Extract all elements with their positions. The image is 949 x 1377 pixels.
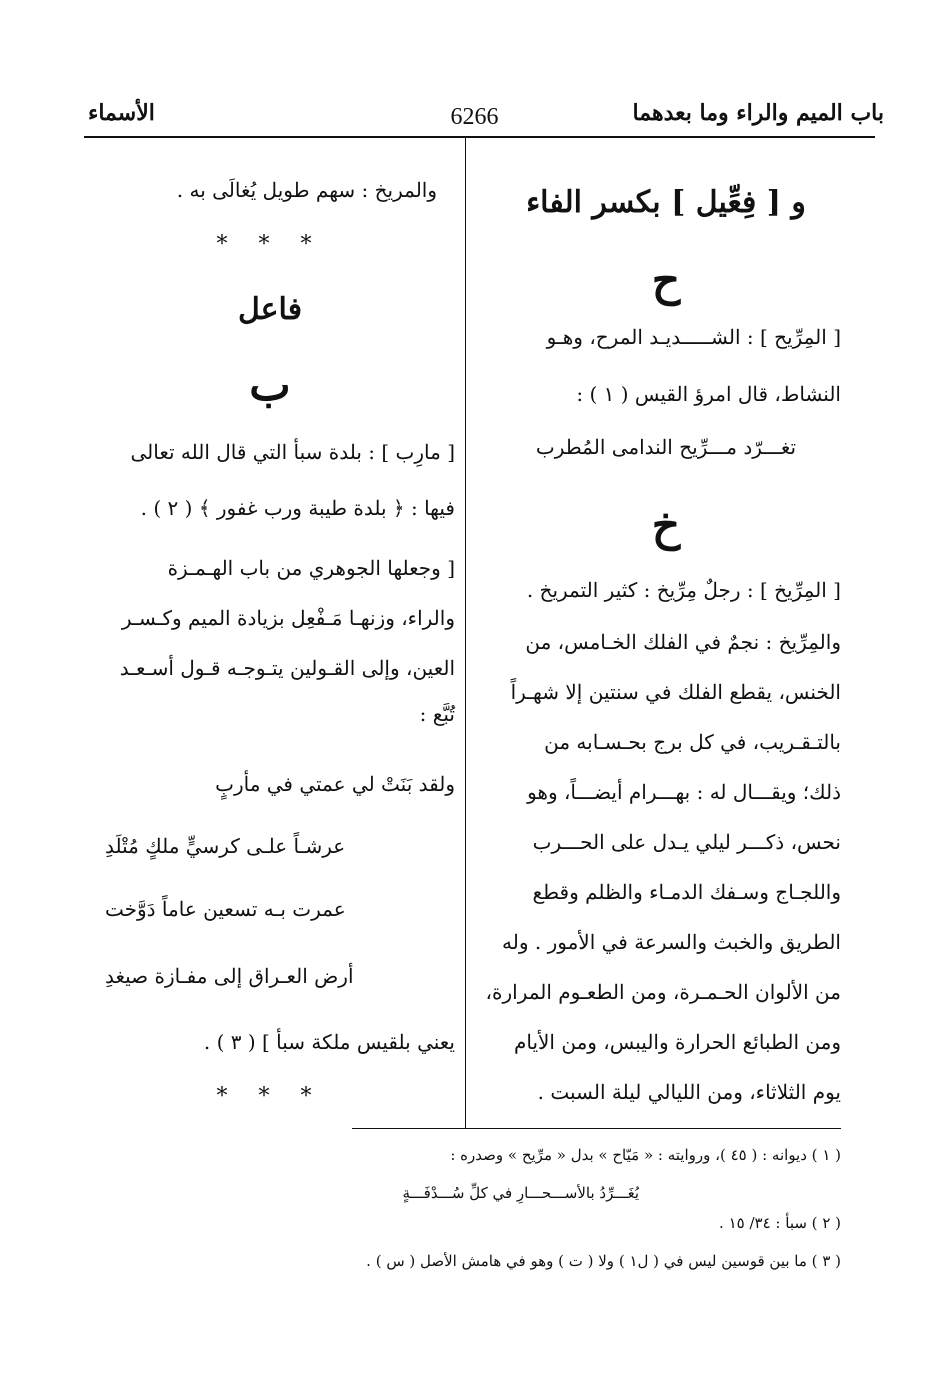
entry-line: يوم الثلاثاء، ومن الليالي ليلة السبت . — [537, 1080, 841, 1104]
header-rule — [84, 136, 875, 138]
verse-line: عرشـاً علـى كرسيٍّ ملكٍ مُتْلَدِ — [105, 834, 346, 858]
entry-line: والمريخ : سهم طويل يُغالَى به . — [176, 178, 437, 202]
footnote-3: ( ٣ ) ما بين قوسين ليس في ( ل١ ) ولا ( ت ) وهو في هامش الأصل ( س ) . — [366, 1252, 841, 1270]
entry-line: [ مارِب ] : بلدة سبأ التي قال الله تعالى — [130, 440, 455, 464]
entry-line: الخنس، يقطع الفلك في سنتين إلا شهـراً — [510, 680, 841, 704]
section-separator: * * * — [216, 1084, 324, 1109]
entry-line: [ المِرِّيح ] : الشـــــديـد المرح، وهـو — [546, 325, 841, 349]
entry-line: والراء، وزنهـا مَـفْعِل بزيادة الميم وكـسـر — [121, 606, 455, 630]
footnote-rule — [352, 1128, 841, 1129]
section-title: و [ فِعِّيل ] بكسر الفاء — [526, 185, 806, 220]
running-header-chapter: باب الميم والراء وما بعدهما — [632, 100, 884, 126]
section-separator: * * * — [216, 232, 324, 257]
footnote-2: ( ٢ ) سبأ : ٣٤/ ١٥ . — [719, 1214, 841, 1232]
footnote-1-verse: يُغَـــرِّدُ بالأســـحـــارِ في كلِّ سُـــدْفَـــةٍ — [402, 1184, 639, 1202]
verse-line: ولقد بَنَتْ لي عمتي في مأربٍ — [215, 772, 455, 796]
entry-line: ومن الطبائع الحرارة واليبس، ومن الأيام — [513, 1030, 841, 1054]
footnote-1: ( ١ ) ديوانه : ( ٤٥ )، وروايته : « مَيّاح » بدل « مرِّيح » وصدره : — [450, 1146, 841, 1164]
page-number: 6266 — [450, 104, 499, 130]
entry-line: العين، وإلى القـولين يتـوجـه قـول أسـعـد — [119, 656, 455, 680]
entry-line: تُبَّع : — [419, 702, 455, 726]
section-title: فاعل — [237, 292, 303, 327]
entry-line: النشاط، قال امرؤ القيس ( ١ ) : — [576, 382, 841, 406]
entry-line: فيها : ﴿ بلدة طيبة ورب غفور ﴾ ( ٢ ) . — [140, 496, 455, 520]
verse-line: عمرت بـه تسعين عاماً دَوَّخت — [105, 897, 346, 921]
entry-line: والمِرِّيخ : نجمٌ في الفلك الخـامس، من — [525, 630, 841, 654]
entry-line: الطريق والخبث والسرعة في الأمور . وله — [502, 930, 841, 954]
letter-heading-ba: ب — [249, 360, 291, 411]
column-divider — [465, 138, 466, 1128]
entry-line: واللجـاج وسـفك الدمـاء والظلم وقطع — [532, 880, 841, 904]
entry-line: ذلك؛ ويقـــال له : بهـــرام أيضـــاً، وهو — [527, 780, 841, 804]
letter-heading-ha: ح — [651, 255, 681, 306]
letter-heading-kha: خ — [651, 500, 681, 551]
entry-line: من الألوان الحـمـرة، ومن الطعـوم المرارة، — [485, 980, 841, 1004]
verse-line: أرض العـراق إلى مفـازة صيغدِ — [105, 964, 354, 988]
entry-line: بالتـقـريب، في كل برج بحـسـابه من — [544, 730, 841, 754]
entry-line: [ المِرِّيخ ] : رجلٌ مِرِّيخ : كثير التمريخ . — [526, 578, 841, 602]
entry-line: يعني بلقيس ملكة سبأ ] ( ٣ ) . — [203, 1030, 455, 1054]
entry-line: نحس، ذكـــر ليلي يـدل على الحـــرب — [532, 830, 841, 854]
running-header-section: الأسماء — [88, 100, 155, 126]
entry-line: [ وجعلها الجوهري من باب الهـمـزة — [167, 556, 455, 580]
verse-line: تغـــرّد مـــرِّيح الندامى المُطرب — [535, 435, 797, 459]
